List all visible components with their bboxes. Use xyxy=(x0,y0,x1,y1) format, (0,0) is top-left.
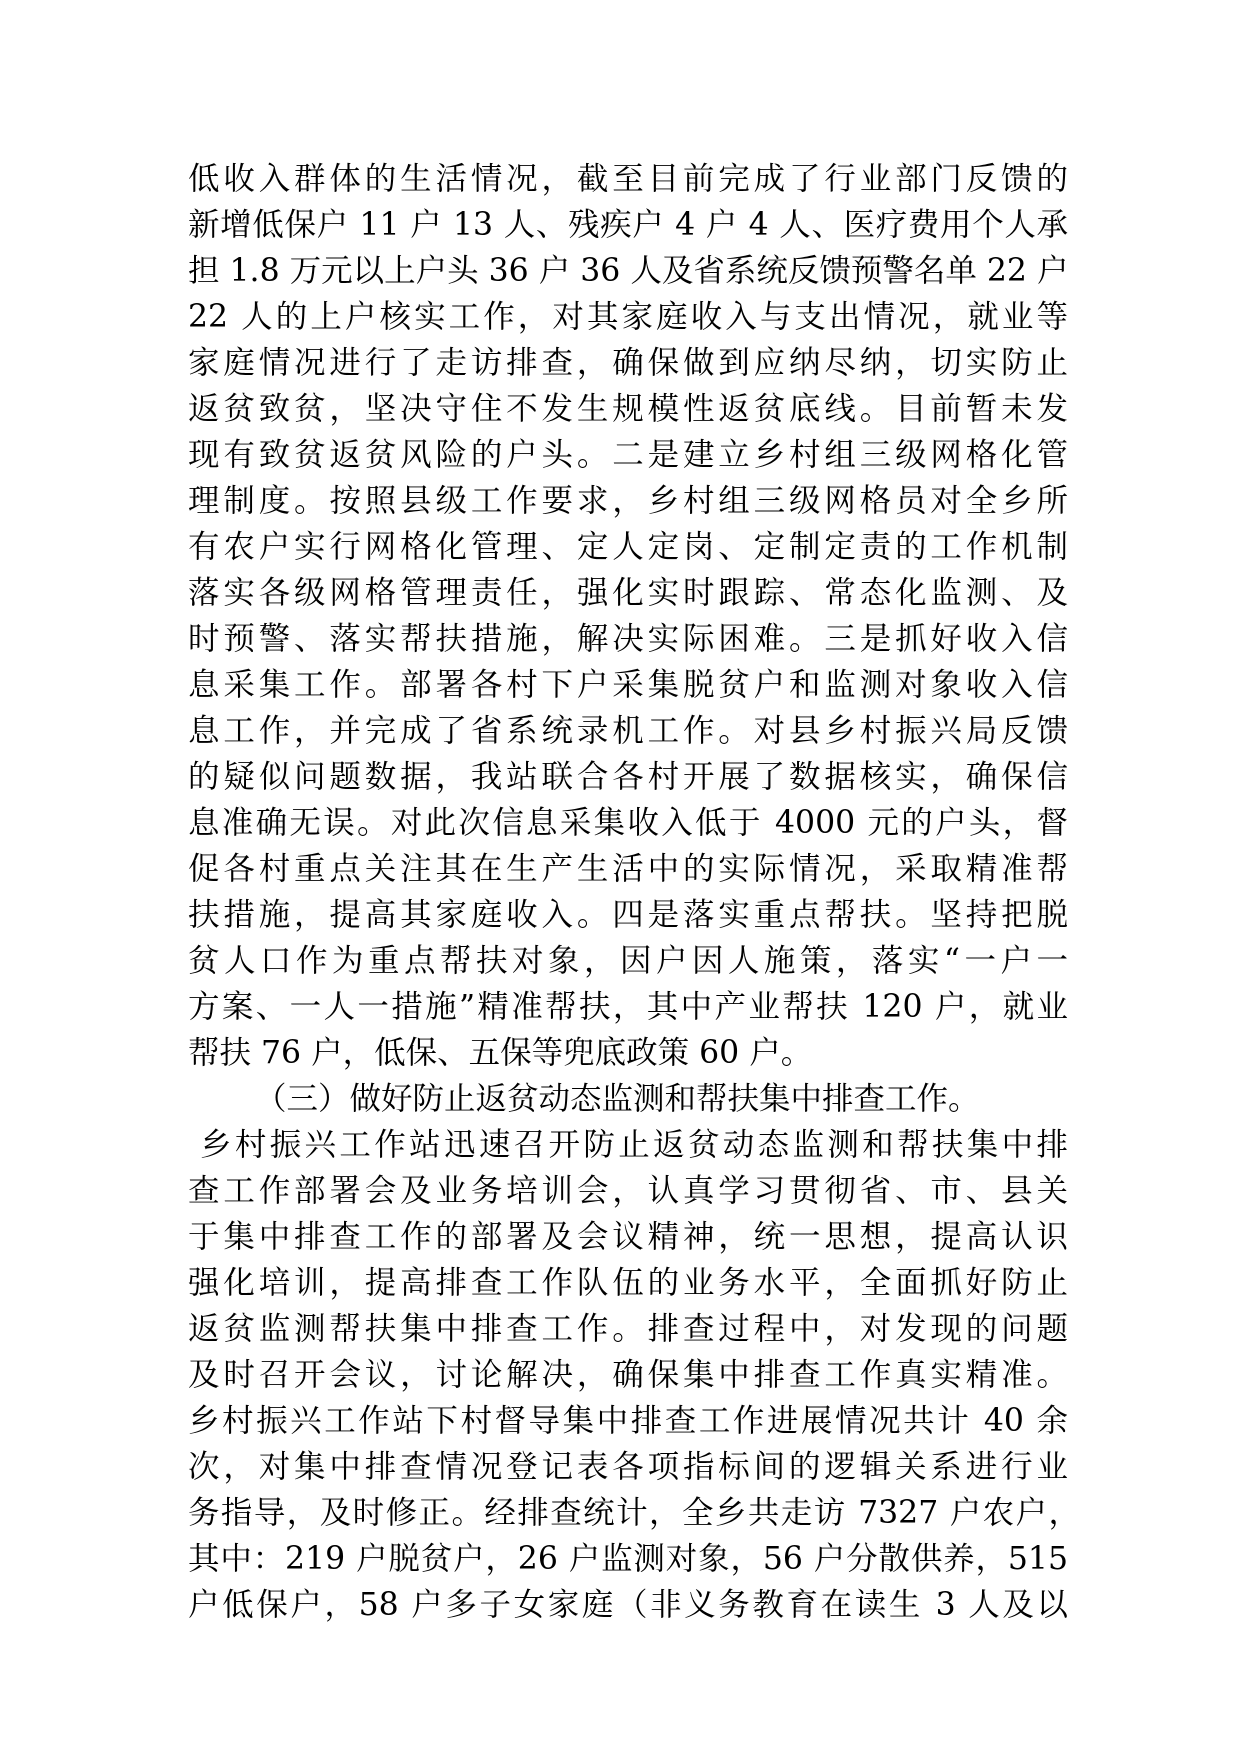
body-text-line: 帮扶 76 户，低保、五保等兜底政策 60 户。 xyxy=(188,1035,813,1071)
body-text-line: 贫人口作为重点帮扶对象，因户因人施策，落实“一户一 xyxy=(188,943,1068,979)
body-text-line: 及时召开会议，讨论解决，确保集中排查工作真实精准。 xyxy=(188,1357,1068,1393)
body-text-line: 低收入群体的生活情况，截至目前完成了行业部门反馈的 xyxy=(188,161,1068,197)
body-text-line: 扶措施，提高其家庭收入。四是落实重点帮扶。坚持把脱 xyxy=(188,897,1068,933)
body-text-line: 乡村振兴工作站迅速召开防止返贫动态监测和帮扶集中排 xyxy=(200,1127,1068,1163)
body-text-line: 其中：219 户脱贫户，26 户监测对象，56 户分散供养，515 xyxy=(188,1541,1068,1577)
body-text-line: 理制度。按照县级工作要求，乡村组三级网格员对全乡所 xyxy=(188,483,1068,519)
body-text-line: 息工作，并完成了省系统录机工作。对县乡村振兴局反馈 xyxy=(188,713,1068,749)
body-text-line: 现有致贫返贫风险的户头。二是建立乡村组三级网格化管 xyxy=(188,437,1068,473)
body-text-line: 查工作部署会及业务培训会，认真学习贯彻省、市、县关 xyxy=(188,1173,1068,1209)
body-text-line: 务指导，及时修正。经排查统计，全乡共走访 7327 户农户， xyxy=(188,1495,1080,1531)
body-text-line: 落实各级网格管理责任，强化实时跟踪、常态化监测、及 xyxy=(188,575,1068,611)
body-text-line: 家庭情况进行了走访排查，确保做到应纳尽纳，切实防止 xyxy=(188,345,1068,381)
body-text-line: 促各村重点关注其在生产生活中的实际情况，采取精准帮 xyxy=(188,851,1068,887)
body-text-line: 担 1.8 万元以上户头 36 户 36 人及省系统反馈预警名单 22 户 xyxy=(188,253,1069,289)
body-text-line: 时预警、落实帮扶措施，解决实际困难。三是抓好收入信 xyxy=(188,621,1068,657)
body-text-line: 有农户实行网格化管理、定人定岗、定制定责的工作机制 xyxy=(188,529,1068,565)
body-text-line: 于集中排查工作的部署及会议精神，统一思想，提高认识 xyxy=(188,1219,1068,1255)
body-text-line: 息采集工作。部署各村下户采集脱贫户和监测对象收入信 xyxy=(188,667,1068,703)
body-text-line: 息准确无误。对此次信息采集收入低于 4000 元的户头，督 xyxy=(188,805,1068,841)
body-text-line: 的疑似问题数据，我站联合各村开展了数据核实，确保信 xyxy=(188,759,1068,795)
body-text-line: 返贫致贫，坚决守住不发生规模性返贫底线。目前暂未发 xyxy=(188,391,1068,427)
body-text-line: 户低保户，58 户多子女家庭（非义务教育在读生 3 人及以 xyxy=(188,1587,1068,1623)
body-text-line: 次，对集中排查情况登记表各项指标间的逻辑关系进行业 xyxy=(188,1449,1068,1485)
body-text-line: 22 人的上户核实工作，对其家庭收入与支出情况，就业等 xyxy=(188,299,1068,335)
body-text-line: 新增低保户 11 户 13 人、残疾户 4 户 4 人、医疗费用个人承 xyxy=(188,207,1068,243)
section-heading: （三）做好防止返贫动态监测和帮扶集中排查工作。 xyxy=(255,1081,980,1117)
body-text-line: 强化培训，提高排查工作队伍的业务水平，全面抓好防止 xyxy=(188,1265,1068,1301)
body-text-line: 乡村振兴工作站下村督导集中排查工作进展情况共计 40 余 xyxy=(188,1403,1068,1439)
body-text-line: 返贫监测帮扶集中排查工作。排查过程中，对发现的问题 xyxy=(188,1311,1068,1347)
body-text-line: 方案、一人一措施”精准帮扶，其中产业帮扶 120 户，就业 xyxy=(188,989,1068,1025)
